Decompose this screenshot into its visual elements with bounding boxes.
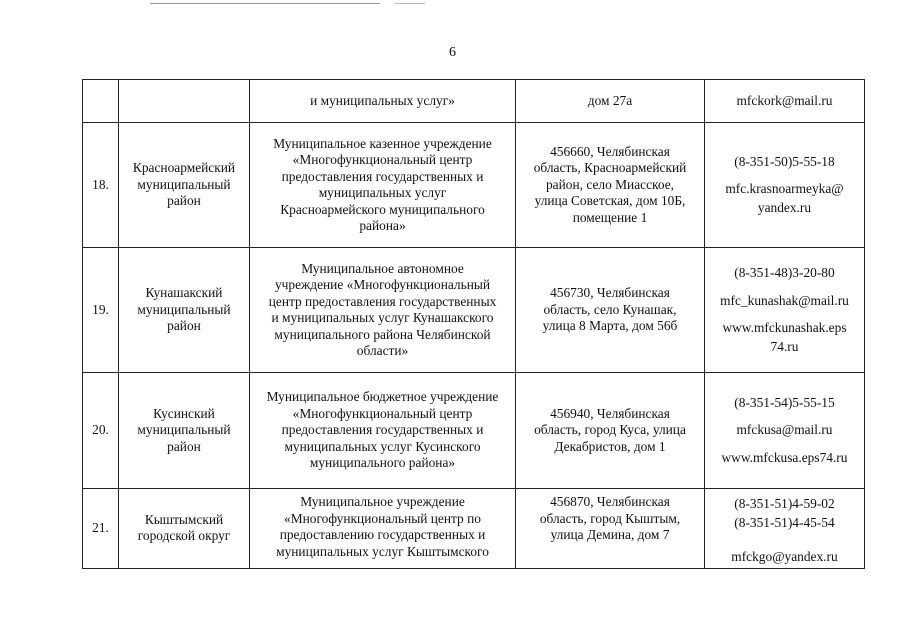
cell-district: Кусинский муниципальный район [119, 373, 250, 489]
cell-organization: Муниципальное бюджетное учреждение «Многофункциональный центр предоставления государственных и муниципальных услуг Кусинского муниципального района» [250, 373, 516, 489]
website-cont: 74.ru [770, 338, 799, 354]
cell-contact [705, 373, 865, 489]
email: mfckgo@yandex.ru [731, 549, 838, 564]
cell-contact [705, 248, 865, 373]
cell-district [119, 80, 250, 123]
cell-organization: Муниципальное учреждение «Многофункциональный центр по предоставлению государственных и муниципальных услуг Кыштымского [250, 489, 516, 569]
cell-district: Кыштымский городской округ [119, 489, 250, 569]
cell-address: 456870, Челябинская область, город Кыштым, улица Демина, дом 7 [516, 489, 705, 569]
cell-num: 19. [83, 248, 119, 373]
cell-num: 20. [83, 373, 119, 489]
header-rule [150, 3, 380, 4]
phone: (8-351-48)3-20-80 [734, 265, 835, 280]
cell-num [83, 80, 119, 123]
phone: (8-351-51)4-59-02 [734, 496, 835, 511]
cell-address: 456660, Челябинская область, Красноармейский район, село Миасское, улица Советская, дом 10Б, помещение 1 [516, 123, 705, 248]
cell-organization: и муниципальных услуг» [250, 80, 516, 123]
table-row [83, 489, 865, 569]
cell-organization: Муниципальное казенное учреждение «Многофункциональный центр предоставления государственных и муниципальных услуг Красноармейского муниципального района» [250, 123, 516, 248]
table-row [83, 123, 865, 248]
cell-address: дом 27а [516, 80, 705, 123]
website: www.mfckunashak.eps [722, 320, 847, 335]
email: mfckusa@mail.ru [736, 422, 833, 438]
cell-district: Кунашакский муниципальный район [119, 248, 250, 373]
table-row [83, 373, 865, 489]
email: mfc.krasnoarmeyka@ [725, 181, 844, 197]
cell-contact [705, 489, 865, 569]
cell-num: 18. [83, 123, 119, 248]
mfc-registry-table [82, 79, 865, 569]
cell-address: 456730, Челябинская область, село Кунашак, улица 8 Марта, дом 56б [516, 248, 705, 373]
email-cont: yandex.ru [757, 199, 812, 215]
page-number: 6 [449, 45, 456, 60]
phone: (8-351-50)5-55-18 [734, 153, 835, 169]
table-row-continuation [83, 80, 865, 123]
cell-contact: mfckork@mail.ru [705, 80, 865, 123]
phone-2: (8-351-51)4-45-54 [734, 514, 835, 530]
table-row [83, 248, 865, 373]
cell-organization: Муниципальное автономное учреждение «Многофункциональный центр предоставления государственных и муниципальных услуг Кунашакского муниципального района Челябинской области» [250, 248, 516, 373]
website: www.mfckusa.eps74.ru [721, 449, 848, 465]
phone: (8-351-54)5-55-15 [734, 394, 835, 410]
cell-contact [705, 123, 865, 248]
header-rule-fragment [395, 3, 425, 4]
cell-address: 456940, Челябинская область, город Куса, улица Декабристов, дом 1 [516, 373, 705, 489]
cell-num: 21. [83, 489, 119, 569]
email: mfc_kunashak@mail.ru [720, 292, 849, 308]
cell-district: Красноармейский муниципальный район [119, 123, 250, 248]
